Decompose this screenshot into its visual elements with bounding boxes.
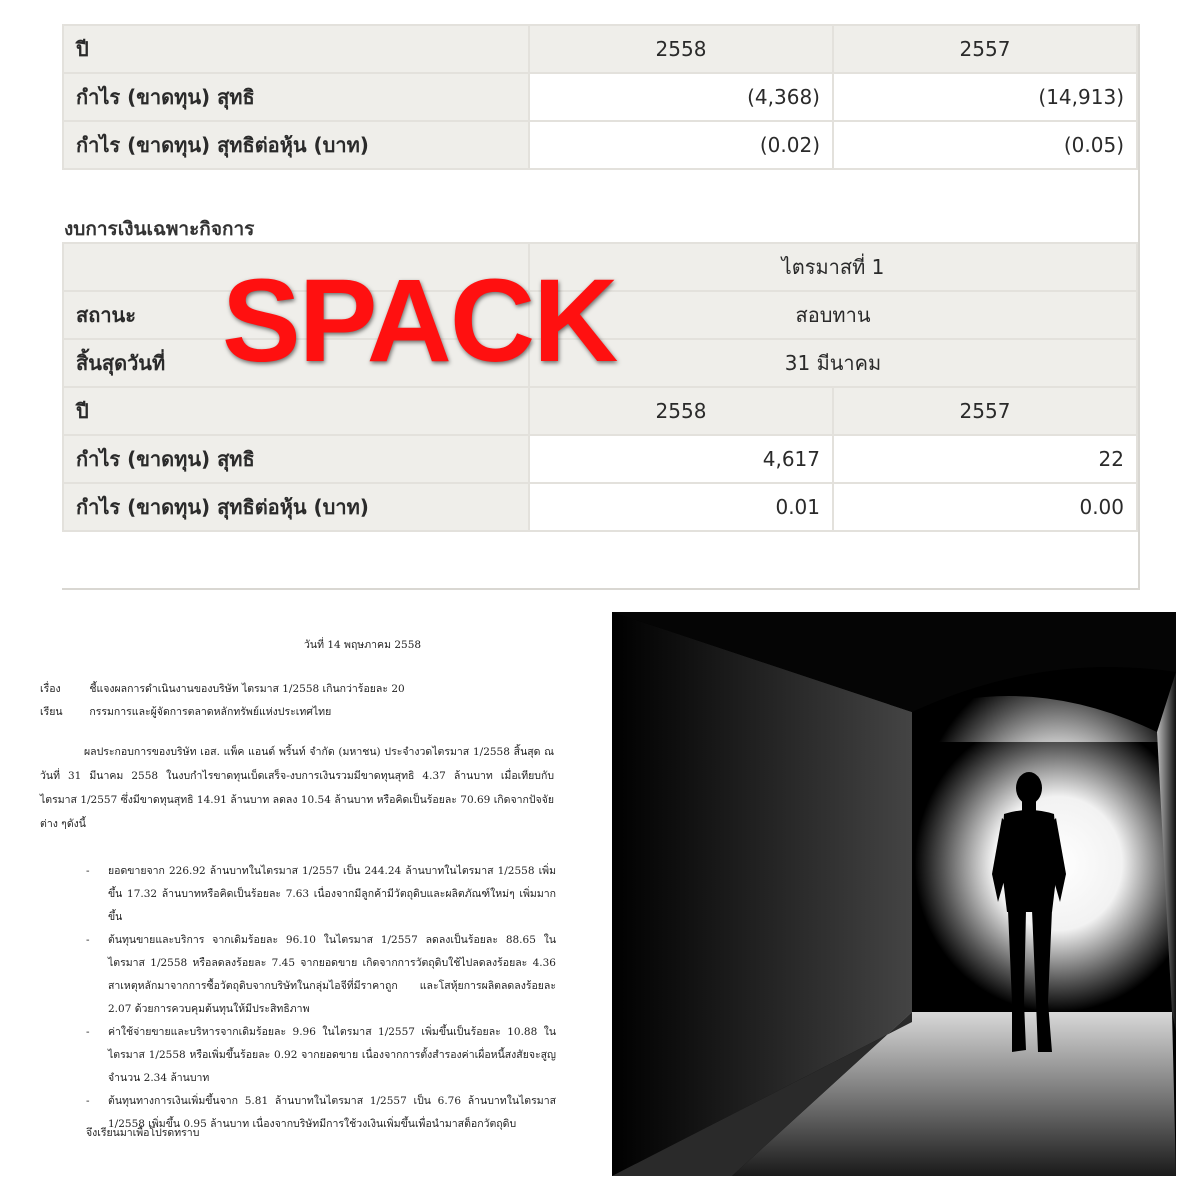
net-profit-2558: 4,617 — [529, 435, 833, 483]
net-profit-label: กำไร (ขาดทุน) สุทธิ — [63, 435, 529, 483]
subject-text: ชี้แจงผลการดำเนินงานของบริษัท ไตรมาส 1/2558 เกินกว่าร้อยละ 20 — [89, 683, 405, 695]
list-item: - ยอดขายจาก 226.92 ล้านบาทในไตรมาส 1/2557 เป็น 244.24 ล้านบาทในไตรมาส 1/2558 เพิ่มขึ้น 17.32 ล้านบาทหรือคิดเป็นร้อยละ 7.63 เนื่องจากมีลูกค้ามีวัตถุดิบและผลิตภัณฑ์ใหม่ๆ เพิ่มมากขึ้น — [86, 860, 556, 929]
eps-label: กำไร (ขาดทุน) สุทธิต่อหุ้น (บาท) — [63, 483, 529, 531]
status-value: สอบทาน — [529, 291, 1137, 339]
year-2557: 2557 — [833, 387, 1137, 435]
financial-tables-panel — [62, 24, 1140, 590]
list-item: - ค่าใช้จ่ายขายและบริหารจากเดิมร้อยละ 9.96 ในไตรมาส 1/2557 เพิ่มขึ้นเป็นร้อยละ 10.88 ในไตรมาส 1/2558 หรือเพิ่มขึ้นร้อยละ 0.92 จากยอดขาย เนื่องจากการตั้งสำรองค่าเผื่อหนี้สงสัยจะสูญจำนวน 2.34 ล้านบาท — [86, 1021, 556, 1090]
table-row — [63, 73, 1137, 121]
net-profit-2557: (14,913) — [833, 73, 1137, 121]
factor-list — [86, 860, 556, 1136]
table-row — [63, 435, 1137, 483]
end-date-label: สิ้นสุดวันที่ — [63, 339, 529, 387]
table-row — [63, 483, 1137, 531]
eps-2558: 0.01 — [529, 483, 833, 531]
section-title: งบการเงินเฉพาะกิจการ — [64, 218, 255, 240]
quarter-header: ไตรมาสที่ 1 — [529, 243, 1137, 291]
tunnel-silhouette-photo — [612, 612, 1176, 1176]
year-2557: 2557 — [833, 25, 1137, 73]
consolidated-table — [62, 24, 1138, 170]
table-row — [63, 387, 1137, 435]
eps-label: กำไร (ขาดทุน) สุทธิต่อหุ้น (บาท) — [63, 121, 529, 169]
eps-2557: (0.05) — [833, 121, 1137, 169]
end-date-value: 31 มีนาคม — [529, 339, 1137, 387]
spack-stamp: SPACK — [222, 255, 617, 387]
subject-key: เรื่อง — [40, 683, 61, 695]
eps-2557: 0.00 — [833, 483, 1137, 531]
year-label: ปี — [63, 387, 529, 435]
closing-line: จึงเรียนมาเพื่อโปรดทราบ — [86, 1127, 200, 1139]
recipient-key: เรียน — [40, 706, 63, 718]
net-profit-label: กำไร (ขาดทุน) สุทธิ — [63, 73, 529, 121]
letter-date: วันที่ 14 พฤษภาคม 2558 — [304, 639, 422, 651]
recipient-row — [40, 705, 331, 721]
subject-row — [40, 682, 405, 698]
recipient-text: กรรมการและผู้จัดการตลาดหลักทรัพย์แห่งประเทศไทย — [89, 706, 332, 718]
year-2558: 2558 — [529, 25, 833, 73]
tunnel-illustration — [612, 612, 1176, 1176]
net-profit-2557: 22 — [833, 435, 1137, 483]
list-item: - ต้นทุนขายและบริการ จากเดิมร้อยละ 96.10 ในไตรมาส 1/2557 ลดลงเป็นร้อยละ 88.65 ในไตรมาส 1/2558 หรือลดลงร้อยละ 7.45 จากยอดขาย เกิดจากการวัตถุดิบใช้ไปลดลงร้อยละ 4.36 สาเหตุหลักมาจากการซื้อวัตถุดิบจากบริษัทในกลุ่มไอจีที่มีราคาถูก และโสหุ้ยการผลิตลดลงร้อยละ 2.07 ด้วยการควบคุมต้นทุนให้มีประสิทธิภาพ — [86, 929, 556, 1021]
eps-2558: (0.02) — [529, 121, 833, 169]
letter-document — [20, 630, 560, 1170]
net-profit-2558: (4,368) — [529, 73, 833, 121]
year-2558: 2558 — [529, 387, 833, 435]
status-label: สถานะ — [63, 291, 529, 339]
list-item: - ต้นทุนทางการเงินเพิ่มขึ้นจาก 5.81 ล้านบาทในไตรมาส 1/2557 เป็น 6.76 ล้านบาทในไตรมาส 1/2558 เพิ่มขึ้น 0.95 ล้านบาท เนื่องจากบริษัทมีการใช้วงเงินเพิ่มขึ้นเพื่อนำมาสต็อกวัตถุดิบ — [86, 1090, 556, 1136]
year-label: ปี — [63, 25, 529, 73]
table-row — [63, 25, 1137, 73]
intro-paragraph: ผลประกอบการของบริษัท เอส. แพ็ค แอนด์ พริ้นท์ จำกัด (มหาชน) ประจำงวดไตรมาส 1/2558 สิ้นสุด ณ วันที่ 31 มีนาคม 2558 ในงบกำไรขาดทุนเบ็ดเสร็จ-งบการเงินรวมมีขาดทุนสุทธิ 4.37 ล้านบาท เมื่อเทียบกับไตรมาส 1/2557 ซึ่งมีขาดทุนสุทธิ 14.91 ล้านบาท ลดลง 10.54 ล้านบาท หรือคิดเป็นร้อยละ 70.69 เกิดจากปัจจัยต่าง ๆดังนี้ — [40, 746, 554, 830]
table-row — [63, 121, 1137, 169]
